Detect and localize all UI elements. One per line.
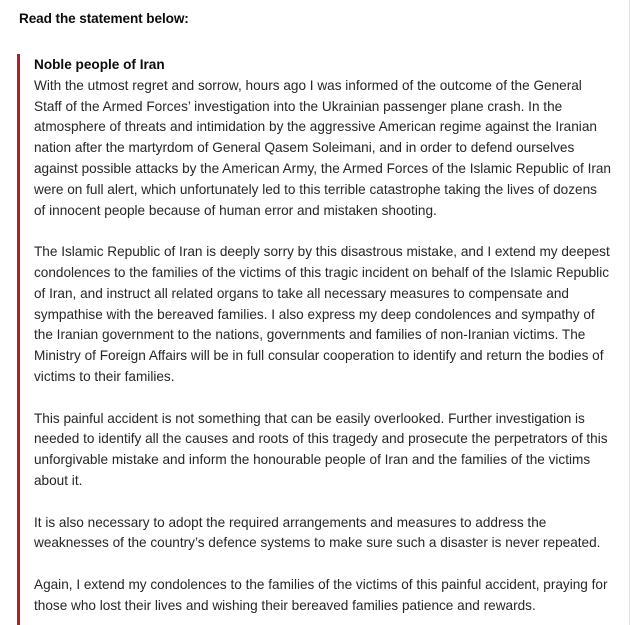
statement-paragraph: With the utmost regret and sorrow, hours ago I was informed of the outcome of the General Staff of the Armed Forces’ investigation into the Ukrainian passenger plane crash. In the atmosphere of threats and intimidation by the aggressive American regime against the Iranian nation after the martyrdom of General Qasem Soleimani, and in order to defend ourselves against possible attacks by the American Army, the Armed Forces of the Islamic Republic of Iran were on full alert, which unfortunately led to this terrible catastrophe taking the lives of dozens of innocent people because of human error and mistaken shooting. bbox=[34, 77, 611, 218]
section-heading: Read the statement below: bbox=[19, 11, 189, 26]
statement-paragraph: Again, I extend my condolences to the families of the victims of this painful accident, praying for those who lost their lives and wishing their bereaved families patience and rewards. bbox=[34, 576, 608, 613]
statement-paragraph: The Islamic Republic of Iran is deeply sorry by this disastrous mistake, and I extend my deepest condolences to the families of the victims of this tragic incident on behalf of the Islamic Republic of Iran, and instruct all related organs to take all necessary measures to compensate and sympathise with the bereaved families. I also express my deep condolences and sympathy of the Iranian government to the nations, governments and families of non-Iranian victims. The Ministry of Foreign Affairs will be in full consular cooperation to identify and return the bodies of victims to their families. bbox=[34, 244, 610, 384]
statement-paragraph: It is also necessary to adopt the required arrangements and measures to address the weaknesses of the country’s defence systems to make sure such a disaster is never repeated. bbox=[34, 514, 601, 551]
statement-title: Noble people of Iran bbox=[34, 57, 165, 72]
statement-paragraph: This painful accident is not something that can be easily overlooked. Further investigation is needed to identify all the causes and roots of this tragedy and prosecute the perpetrators of this unforgivable mistake and inform the honourable people of Iran and the families of the victims about it. bbox=[34, 410, 608, 488]
statement-blockquote bbox=[17, 54, 612, 625]
